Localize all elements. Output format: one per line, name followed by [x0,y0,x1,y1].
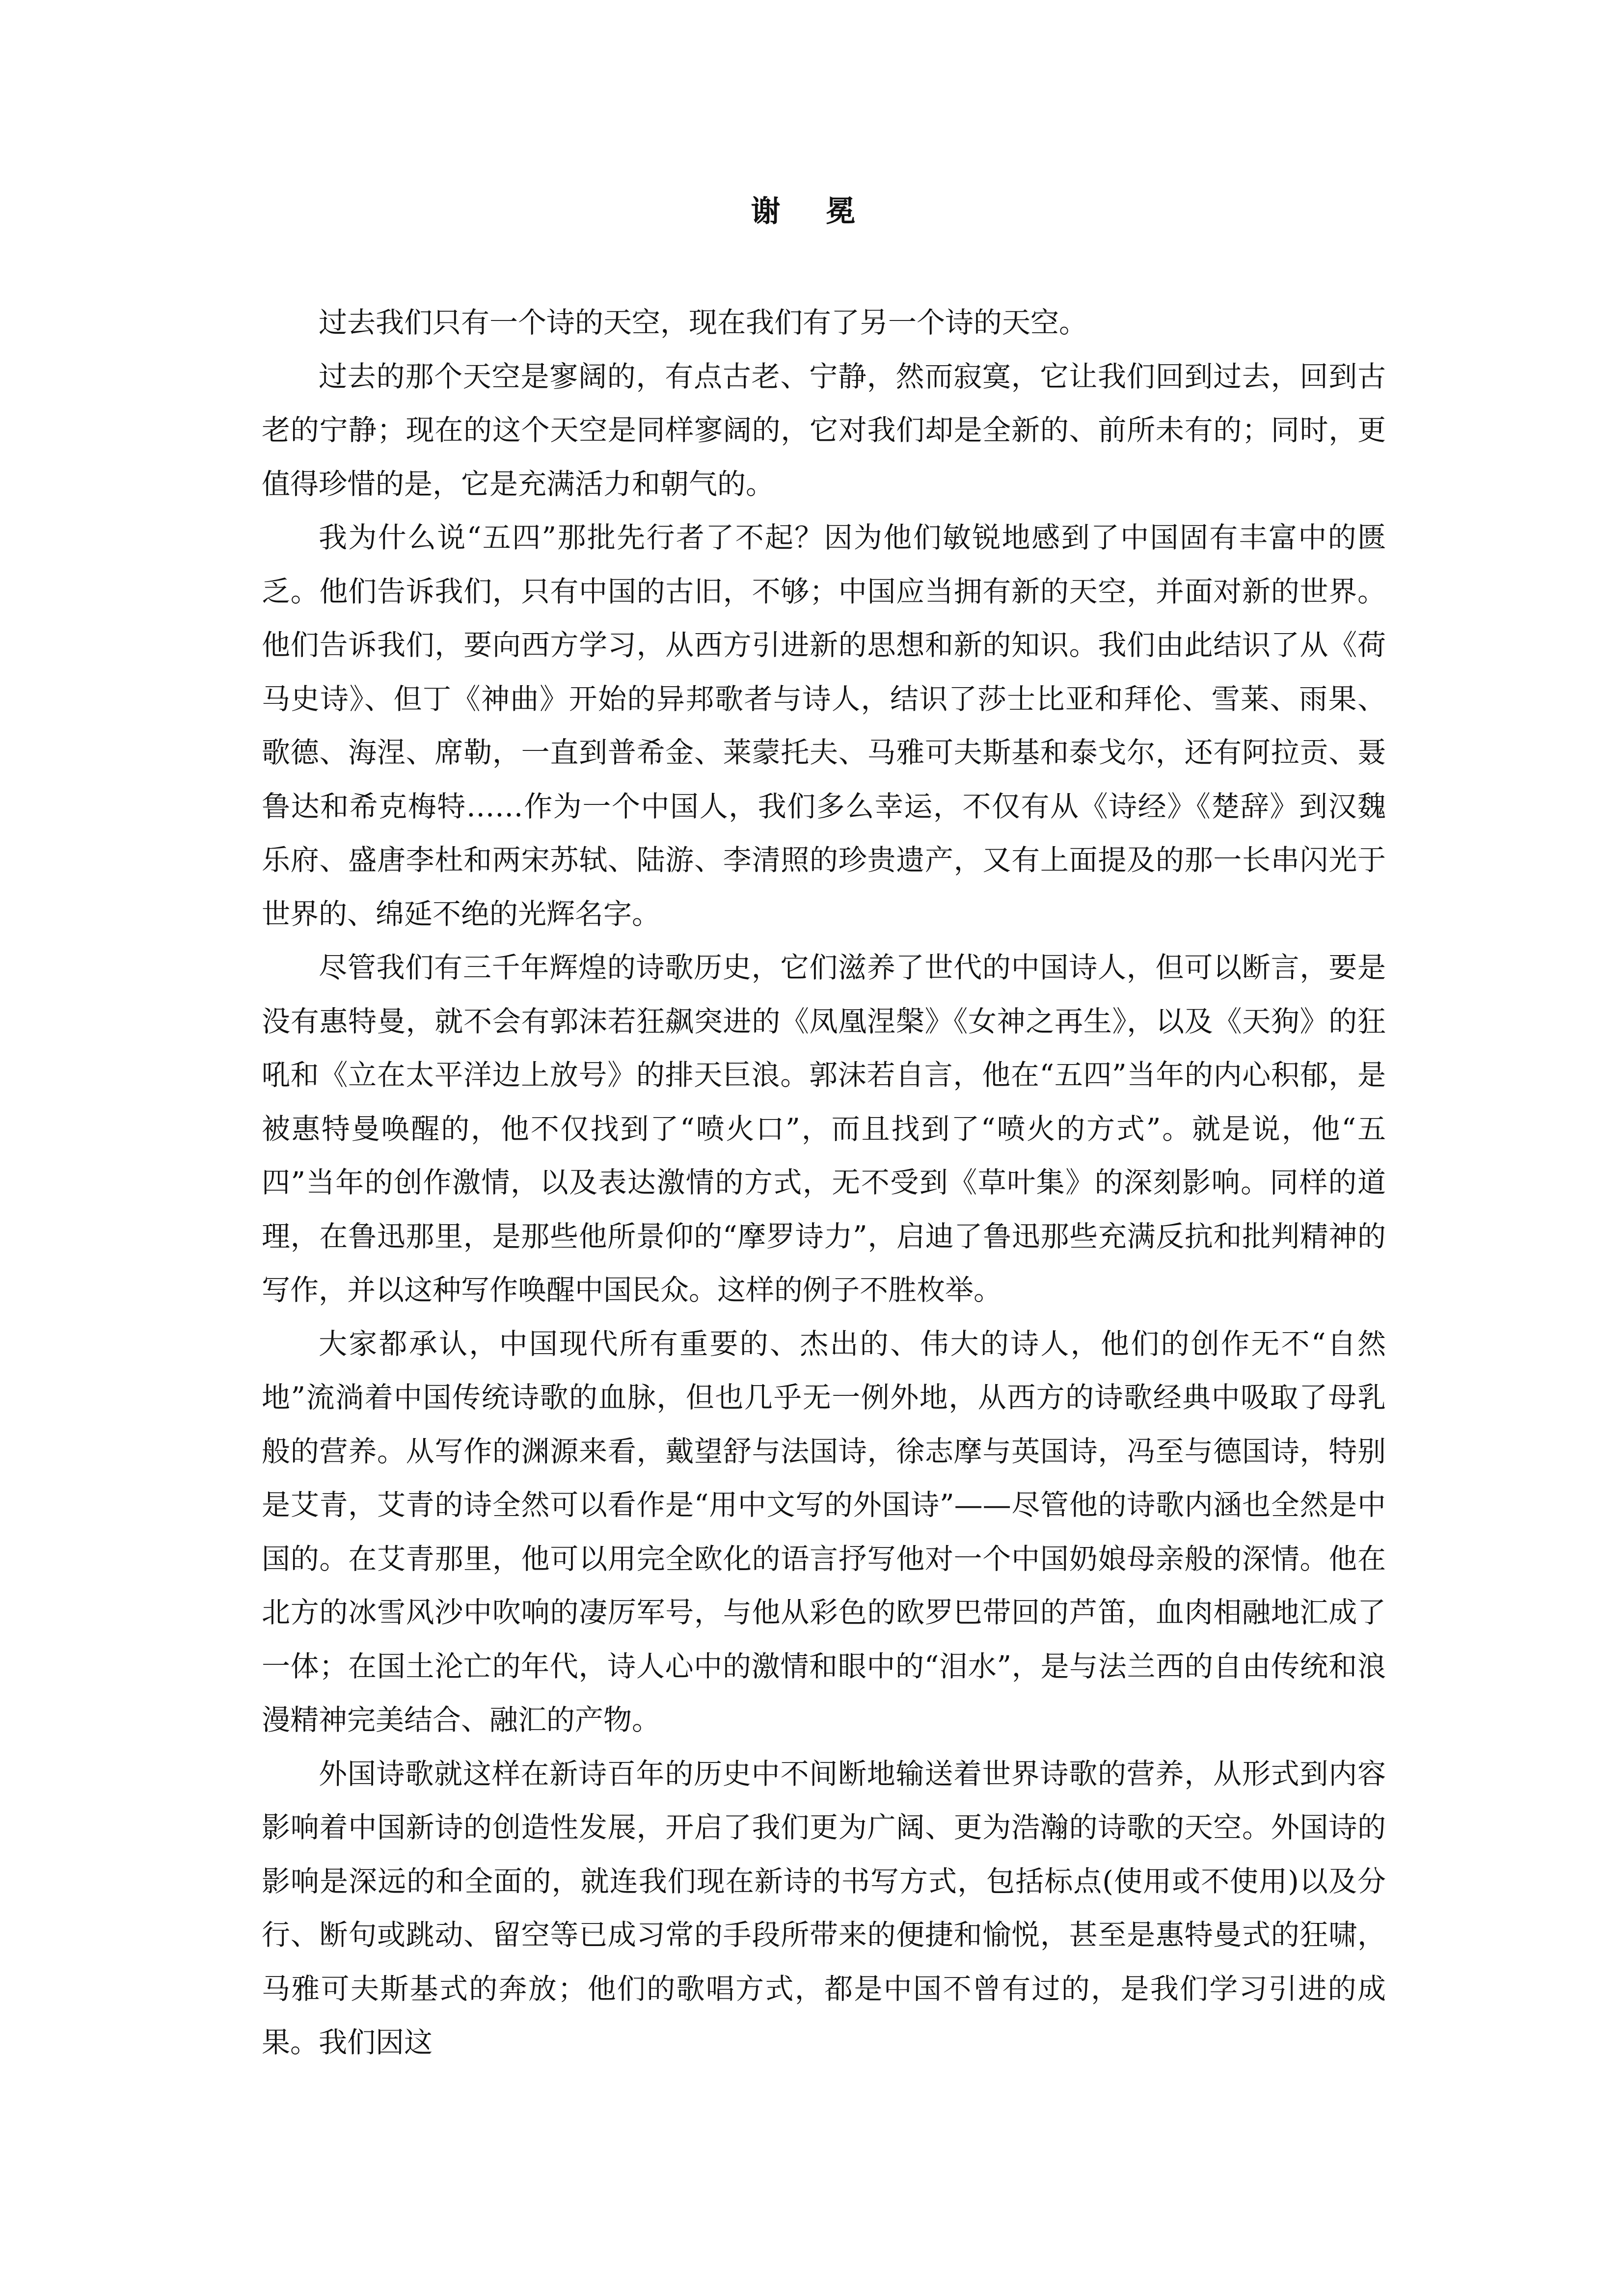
article-body [262,296,1386,2070]
paragraph-4: 尽管我们有三千年辉煌的诗歌历史，它们滋养了世代的中国诗人，但可以断言，要是没有惠特曼，就不会有郭沫若狂飙突进的《凤凰涅槃》《女神之再生》，以及《天狗》的狂吼和《立在太平洋边上放号》的排天巨浪。郭沫若自言，他在“五四”当年的内心积郁，是被惠特曼唤醒的，他不仅找到了“喷火口”，而且找到了“喷火的方式”。就是说，他“五四”当年的创作激情，以及表达激情的方式，无不受到《草叶集》的深刻影响。同样的道理，在鲁迅那里，是那些他所景仰的“摩罗诗力”，启迪了鲁迅那些充满反抗和批判精神的写作，并以这种写作唤醒中国民众。这样的例子不胜枚举。 [262,951,1386,1307]
paragraph-3: 我为什么说“五四”那批先行者了不起？因为他们敏锐地感到了中国固有丰富中的匮乏。他们告诉我们，只有中国的古旧，不够；中国应当拥有新的天空，并面对新的世界。他们告诉我们，要向西方学习，从西方引进新的思想和新的知识。我们由此结识了从《荷马史诗》、但丁《神曲》开始的异邦歌者与诗人，结识了莎士比亚和拜伦、雪莱、雨果、歌德、海涅、席勒，一直到普希金、莱蒙托夫、马雅可夫斯基和泰戈尔，还有阿拉贡、聂鲁达和希克梅特……作为一个中国人，我们多么幸运，不仅有从《诗经》《楚辞》到汉魏乐府、盛唐李杜和两宋苏轼、陆游、李清照的珍贵遗产，又有上面提及的那一长串闪光于世界的、绵延不绝的光辉名字。 [262,521,1386,931]
paragraph-1: 过去我们只有一个诗的天空，现在我们有了另一个诗的天空。 [319,306,1088,339]
paragraph-5: 大家都承认，中国现代所有重要的、杰出的、伟大的诗人，他们的创作无不“自然地”流淌着中国传统诗歌的血脉，但也几乎无一例外地，从西方的诗歌经典中吸取了母乳般的营养。从写作的渊源来看，戴望舒与法国诗，徐志摩与英国诗，冯至与德国诗，特别是艾青，艾青的诗全然可以看作是“用中文写的外国诗”——尽管他的诗歌内涵也全然是中国的。在艾青那里，他可以用完全欧化的语言抒写他对一个中国奶娘母亲般的深情。他在北方的冰雪风沙中吹响的凄厉军号，与他从彩色的欧罗巴带回的芦笛，血肉相融地汇成了一体；在国土沦亡的年代，诗人心中的激情和眼中的“泪水”，是与法兰西的自由传统和浪漫精神完美结合、融汇的产物。 [262,1327,1386,1736]
paragraph-6: 外国诗歌就这样在新诗百年的历史中不间断地输送着世界诗歌的营养，从形式到内容影响着中国新诗的创造性发展，开启了我们更为广阔、更为浩瀚的诗歌的天空。外国诗的影响是深远的和全面的，就连我们现在新诗的书写方式，包括标点(使用或不使用)以及分行、断句或跳动、留空等已成习常的手段所带来的便捷和愉悦，甚至是惠特曼式的狂啸，马雅可夫斯基式的奔放；他们的歌唱方式，都是中国不曾有过的，是我们学习引进的成果。我们因这 [262,1757,1386,2059]
paragraph-2: 过去的那个天空是寥阔的，有点古老、宁静，然而寂寞，它让我们回到过去，回到古老的宁静；现在的这个天空是同样寥阔的，它对我们却是全新的、前所未有的；同时，更值得珍惜的是，它是充满活力和朝气的。 [262,359,1386,501]
author-name: 谢 冕 [751,194,873,229]
